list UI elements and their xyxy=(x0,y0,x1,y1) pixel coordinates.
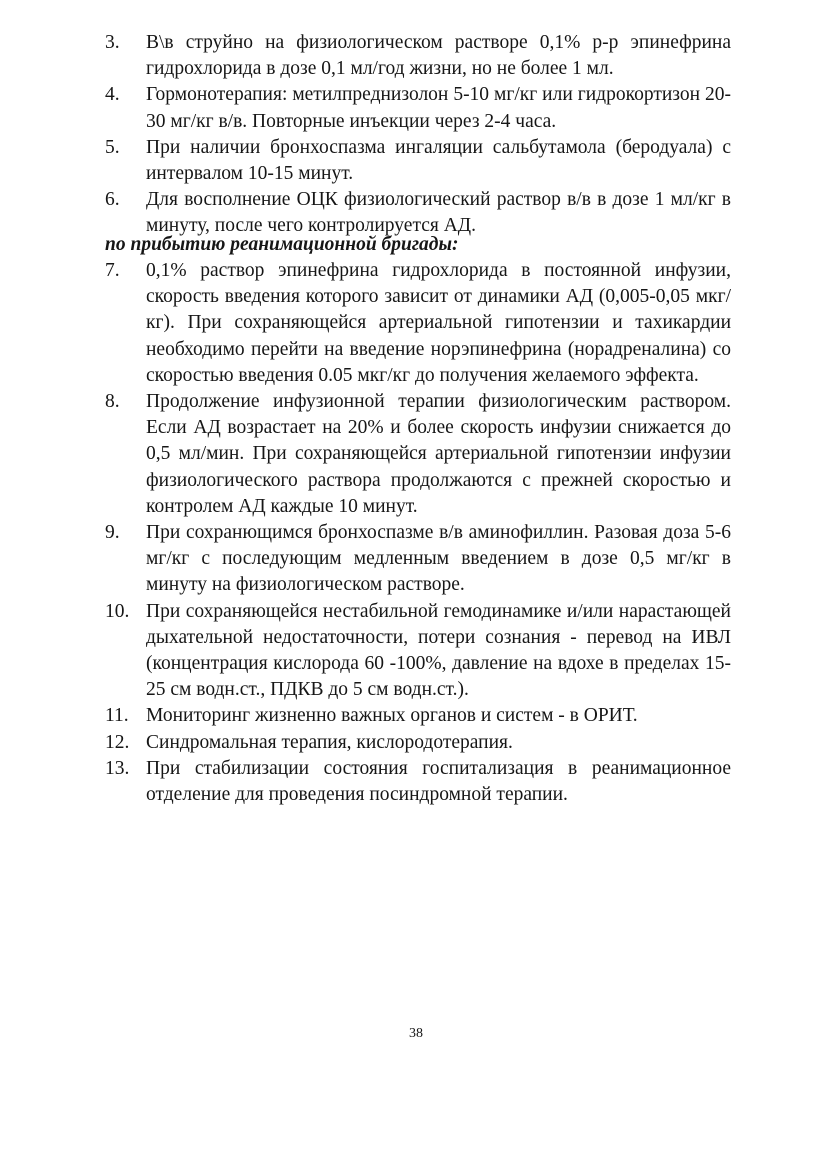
list-item-number: 5. xyxy=(105,136,120,158)
list-item-number: 4. xyxy=(105,84,120,106)
list-item-text: Синдромальная терапия, кислородотерапия. xyxy=(146,731,513,753)
list-item-text: Для восполнение ОЦК физиологический раствор в/в в дозе 1 мл/кг в минуту, после чего контролируется АД. xyxy=(146,189,731,237)
list-item-number: 11. xyxy=(105,705,129,727)
list-item xyxy=(105,756,731,808)
list-item-number: 6. xyxy=(105,189,120,211)
list-item-text: При сохранющимся бронхоспазме в/в аминофиллин. Разовая доза 5-6 мг/кг с последующим медленным введением в дозе 0,5 мг/кг в минуту на физиологическом растворе. xyxy=(146,522,731,596)
section-heading: по прибытию реанимационной бригады: xyxy=(105,234,459,255)
list-item xyxy=(105,82,731,134)
list-item xyxy=(105,30,731,82)
page-number: 38 xyxy=(409,1026,423,1041)
protocol-list-part-2 xyxy=(105,258,731,808)
list-item-number: 3. xyxy=(105,32,120,53)
list-item-text: При наличии бронхоспазма ингаляции сальбутамола (беродуала) с интервалом 10-15 минут. xyxy=(146,136,731,185)
list-item-number: 7. xyxy=(105,260,120,281)
list-item xyxy=(105,135,731,187)
list-item-text: Продолжение инфузионной терапии физиологическим раствором. Если АД возрастает на 20% и более скорость инфузии снижается до 0,5 мл/мин. При сохраняющейся артериальной гипотензии инфузии физиологического раствора продолжаются с прежней скоростью и контролем АД каждые 10 минут. xyxy=(146,391,731,517)
list-item xyxy=(105,599,731,704)
list-item-text: Мониторинг жизненно важных органов и систем - в ОРИТ. xyxy=(146,705,638,727)
list-item xyxy=(105,389,731,520)
list-item-text: Гормонотерапия: метилпреднизолон 5-10 мг/кг или гидрокортизон 20-30 мг/кг в/в. Повторные инъекции через 2-4 часа. xyxy=(146,84,731,132)
list-item xyxy=(105,703,731,729)
list-item xyxy=(105,258,731,389)
list-item-number: 10. xyxy=(105,600,130,622)
list-item-text: При стабилизации состояния госпитализация в реанимационное отделение для проведения посиндромной терапии. xyxy=(146,757,731,806)
list-item-text: В\в струйно на физиологическом растворе 0,1% р-р эпинефрина гидрохлорида в дозе 0,1 мл/год жизни, но не более 1 мл. xyxy=(146,32,731,80)
protocol-list-part-1 xyxy=(105,30,731,240)
list-item-text: 0,1% раствор эпинефрина гидрохлорида в постоянной инфузии, скорость введения которого зависит от динамики АД (0,005-0,05 мкг/кг). При сохраняющейся артериальной гипотензии и тахикардии необходимо перейти на введение норэпинефрина (норадреналина) со скоростью введения 0.05 мкг/кг до получения желаемого эффекта. xyxy=(146,260,731,386)
list-item-number: 9. xyxy=(105,522,120,544)
list-item-text: При сохраняющейся нестабильной гемодинамике и/или нарастающей дыхательной недостаточности, потери сознания - перевод на ИВЛ (концентрация кислорода 60 -100%, давление на вдохе в пределах 15-25 см водн.ст., ПДКВ до 5 см водн.ст.). xyxy=(146,600,731,701)
list-item xyxy=(105,730,731,756)
list-item-number: 13. xyxy=(105,757,130,779)
list-item-number: 12. xyxy=(105,731,130,753)
list-item-number: 8. xyxy=(105,391,120,413)
list-item xyxy=(105,520,731,599)
